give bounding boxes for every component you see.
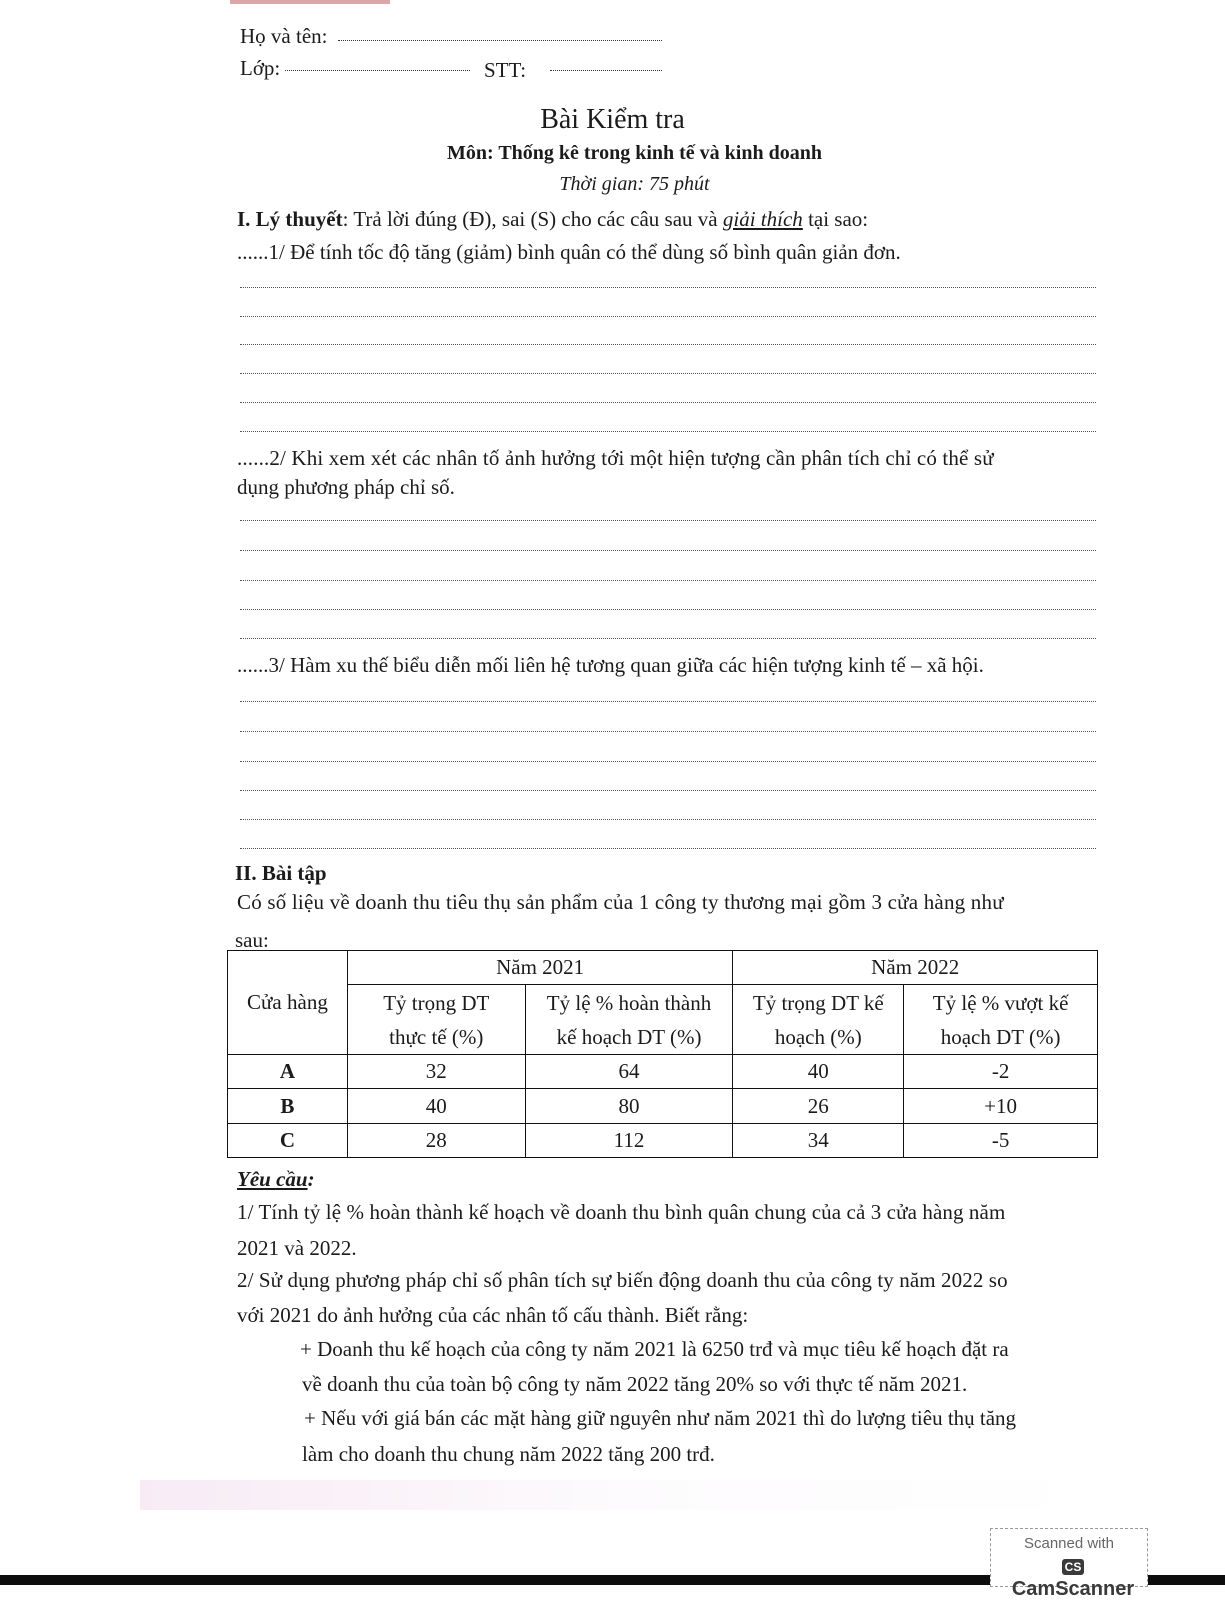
table-cell: 40 <box>347 1089 525 1124</box>
scanned-with-text: Scanned with <box>1023 1535 1115 1552</box>
class-label: Lớp: <box>240 56 281 80</box>
section1-heading <box>237 207 868 232</box>
bullet-2-line1: + Nếu với giá bán các mặt hàng giữ nguyên như năm 2021 thì do lượng tiêu thụ tăng <box>304 1406 1017 1430</box>
answer-line[interactable] <box>240 287 1096 288</box>
name-label: Họ và tên: <box>240 24 328 48</box>
table-cell: 28 <box>347 1124 525 1158</box>
requirement-2-line1: 2/ Sử dụng phương pháp chỉ số phân tích sự biến động doanh thu của công ty năm 2022 so <box>237 1268 1008 1292</box>
stt-field[interactable] <box>550 70 662 71</box>
col-header-actual-share <box>347 985 525 1055</box>
section2-heading: II. Bài tập <box>235 861 327 885</box>
store-cell: B <box>228 1089 348 1124</box>
section2-intro-line1: Có số liệu về doanh thu tiêu thụ sản phẩm của 1 công ty thương mại gồm 3 cửa hàng như <box>237 890 1004 914</box>
col-header-text: hoạch DT (%) <box>940 1024 1061 1049</box>
bullet-1-line2: về doanh thu của toàn bộ công ty năm 2022 tăng 20% so với thực tế năm 2021. <box>302 1372 968 1396</box>
question-2-line1: ......2/ Khi xem xét các nhân tố ảnh hưởng tới một hiện tượng cần phân tích chỉ có thể sử <box>237 446 994 470</box>
camscanner-brand: CamScanner <box>1011 1578 1135 1600</box>
section1-heading-suffix: tại sao: <box>802 207 869 231</box>
answer-line[interactable] <box>240 520 1096 521</box>
store-cell: A <box>228 1055 348 1089</box>
bullet-2-line2: làm cho doanh thu chung năm 2022 tăng 200 trđ. <box>302 1442 715 1466</box>
year-2021-header: Năm 2021 <box>347 951 733 985</box>
section1-heading-emph: giải thích <box>722 207 803 231</box>
col-header-text: kế hoạch DT (%) <box>556 1024 702 1049</box>
answer-line[interactable] <box>240 402 1096 403</box>
section2-intro-line2: sau: <box>235 928 269 952</box>
requirements-label <box>237 1167 315 1192</box>
table-row <box>228 1089 1098 1124</box>
table-cell: -2 <box>904 1055 1098 1089</box>
col-header-text: hoạch (%) <box>774 1024 862 1049</box>
requirement-1-line1: 1/ Tính tỷ lệ % hoàn thành kế hoạch về doanh thu bình quân chung của cả 3 cửa hàng năm <box>237 1200 1006 1224</box>
table-cell: +10 <box>904 1089 1098 1124</box>
col-header-text: Tỷ lệ % hoàn thành <box>546 990 712 1015</box>
table-cell: 32 <box>347 1055 525 1089</box>
table-cell: 112 <box>525 1124 733 1158</box>
col-header-text: Tỷ lệ % vượt kế <box>932 990 1069 1015</box>
answer-line[interactable] <box>240 609 1096 610</box>
table-cell: 64 <box>525 1055 733 1089</box>
answer-line[interactable] <box>240 550 1096 551</box>
col-header-text: thực tế (%) <box>389 1024 484 1049</box>
requirement-1-line2: 2021 và 2022. <box>237 1236 357 1260</box>
name-field[interactable] <box>338 40 662 41</box>
answer-line[interactable] <box>240 819 1096 820</box>
col-header-over-plan <box>904 985 1098 1055</box>
question-3: ......3/ Hàm xu thế biểu diễn mối liên hệ tương quan giữa các hiện tượng kinh tế – xã hội. <box>237 653 984 677</box>
table-subheader-row <box>228 985 1098 1055</box>
col-header-text: Tỷ trọng DT <box>383 990 490 1015</box>
answer-line[interactable] <box>240 731 1096 732</box>
answer-line[interactable] <box>240 431 1096 432</box>
answer-line[interactable] <box>240 580 1096 581</box>
question-2-line2: dụng phương pháp chỉ số. <box>237 475 455 499</box>
page-title: Bài Kiểm tra <box>540 104 685 135</box>
answer-line[interactable] <box>240 790 1096 791</box>
store-header: Cửa hàng <box>228 951 348 1055</box>
col-header-plan-completion <box>525 985 733 1055</box>
answer-line[interactable] <box>240 701 1096 702</box>
answer-line[interactable] <box>240 638 1096 639</box>
section1-heading-prefix: : Trả lời đúng (Đ), sai (S) cho các câu sau và <box>342 207 723 231</box>
section1-heading-bold: I. Lý thuyết <box>237 207 343 231</box>
bullet-1-line1: + Doanh thu kế hoạch của công ty năm 2021 là 6250 trđ và mục tiêu kế hoạch đặt ra <box>300 1337 1009 1361</box>
table-cell: 40 <box>733 1055 904 1089</box>
requirements-label-colon: : <box>307 1167 315 1191</box>
table-cell: 26 <box>733 1089 904 1124</box>
camscanner-logo <box>999 1555 1147 1601</box>
col-header-text: Tỷ trọng DT kế <box>752 990 884 1015</box>
answer-line[interactable] <box>240 373 1096 374</box>
table-cell: -5 <box>904 1124 1098 1158</box>
col-header-plan-share <box>733 985 904 1055</box>
answer-line[interactable] <box>240 316 1096 317</box>
scan-shadow <box>140 1480 1100 1510</box>
answer-line[interactable] <box>240 848 1096 849</box>
answer-line[interactable] <box>240 761 1096 762</box>
camscanner-watermark <box>990 1528 1148 1600</box>
store-cell: C <box>228 1124 348 1158</box>
class-field[interactable] <box>285 70 470 71</box>
stt-label: STT: <box>484 58 527 82</box>
table-cell: 34 <box>733 1124 904 1158</box>
top-edge-mark <box>230 0 390 4</box>
table-header-row <box>228 951 1098 985</box>
requirement-2-line2: với 2021 do ảnh hưởng của các nhân tố cấu thành. Biết rằng: <box>237 1303 749 1327</box>
table-row <box>228 1055 1098 1089</box>
answer-line[interactable] <box>240 344 1096 345</box>
subject-title: Môn: Thống kê trong kinh tế và kinh doanh <box>447 142 822 164</box>
requirements-label-text: Yêu cầu <box>237 1167 308 1191</box>
time-limit: Thời gian: 75 phút <box>559 173 710 195</box>
table-cell: 80 <box>525 1089 733 1124</box>
cs-logo-icon: CS <box>1062 1559 1085 1575</box>
sales-table <box>227 950 1098 1158</box>
table-row <box>228 1124 1098 1158</box>
question-1: ......1/ Để tính tốc độ tăng (giảm) bình quân có thể dùng số bình quân giản đơn. <box>237 240 901 264</box>
year-2022-header: Năm 2022 <box>733 951 1098 985</box>
